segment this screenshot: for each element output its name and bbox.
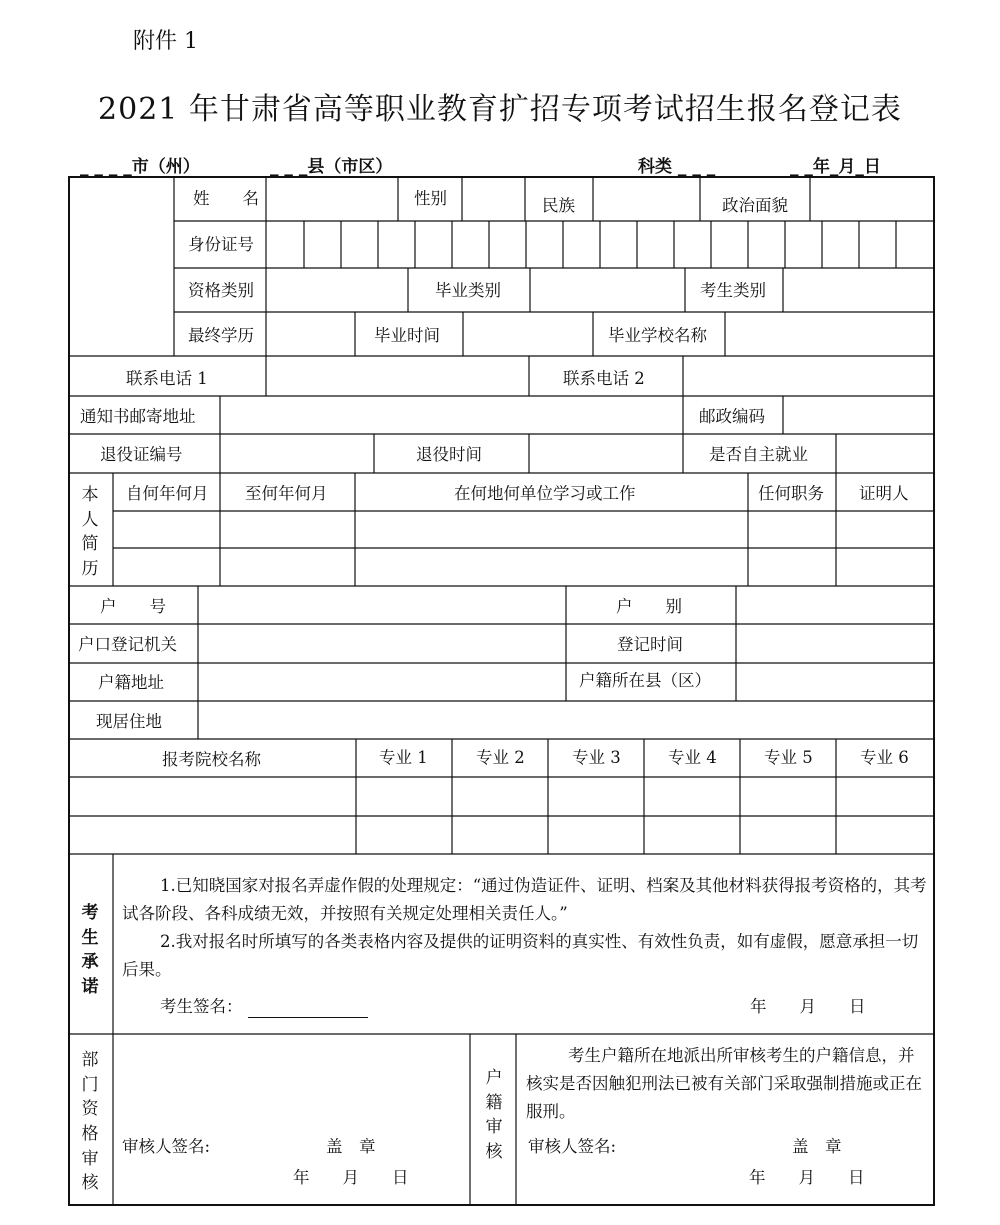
education-input[interactable] xyxy=(267,313,354,355)
resume-where-header: 在何地何单位学习或工作 xyxy=(454,484,636,503)
resume-row[interactable] xyxy=(114,549,935,585)
reg-time-input[interactable] xyxy=(737,625,933,662)
postcode-input[interactable] xyxy=(784,397,933,433)
date-field[interactable]: _ _年_月_日 xyxy=(790,157,881,177)
pledge-text-2: 2.我对报名时所填写的各类表格内容及提供的证明资料的真实性、有效性负责，如有虚假，愿意承担一切后果。 xyxy=(122,932,919,979)
hukou-address-label: 户籍地址 xyxy=(98,673,164,692)
hukou-reviewer-label: 审核人签名: xyxy=(528,1137,617,1156)
registration-form xyxy=(68,176,935,1206)
photo-area[interactable] xyxy=(70,178,173,355)
resume-side-label: 本人简历 xyxy=(81,485,99,579)
major-5-header: 专业 5 xyxy=(764,748,813,767)
phone2-label: 联系电话 2 xyxy=(563,369,645,388)
grad-school-input[interactable] xyxy=(726,313,933,355)
annex-label: 附件 1 xyxy=(133,29,198,54)
qualification-input[interactable] xyxy=(267,269,407,311)
reg-time-label: 登记时间 xyxy=(617,635,683,654)
grad-school-label: 毕业学校名称 xyxy=(608,326,707,345)
hukou-office-label: 户口登记机关 xyxy=(78,635,177,654)
hukou-county-label: 户籍所在县（区） xyxy=(579,671,711,690)
major-choice-row[interactable] xyxy=(70,817,933,853)
signature-line[interactable] xyxy=(248,1016,368,1018)
hukou-review-side-label: 户籍审核 xyxy=(485,1068,503,1162)
gender-input[interactable] xyxy=(463,177,524,220)
name-input[interactable] xyxy=(267,177,397,220)
hukou-no-input[interactable] xyxy=(199,587,565,623)
id-number-input[interactable] xyxy=(267,222,933,267)
pledge-date: 年 月 日 xyxy=(750,997,866,1016)
hukou-no-label: 户 号 xyxy=(100,597,166,616)
phone1-input[interactable] xyxy=(267,357,528,395)
dept-date: 年 月 日 xyxy=(293,1168,409,1187)
county-field[interactable]: _ _ _县（市区） xyxy=(270,157,393,177)
ethnicity-input[interactable] xyxy=(594,177,699,220)
major-choice-row[interactable] xyxy=(70,778,933,815)
residence-label: 现居住地 xyxy=(96,712,162,731)
ethnicity-label: 民族 xyxy=(542,196,575,215)
id-number-label: 身份证号 xyxy=(188,235,254,254)
major-1-header: 专业 1 xyxy=(379,748,428,767)
hukou-type-input[interactable] xyxy=(737,587,933,623)
postcode-label: 邮政编码 xyxy=(699,407,765,426)
hukou-address-input[interactable] xyxy=(199,664,565,700)
mail-address-input[interactable] xyxy=(221,397,682,433)
resume-row[interactable] xyxy=(114,512,935,547)
grad-time-input[interactable] xyxy=(464,313,592,355)
veteran-no-input[interactable] xyxy=(221,435,373,472)
major-4-header: 专业 4 xyxy=(668,748,717,767)
political-label: 政治面貌 xyxy=(722,196,788,215)
major-2-header: 专业 2 xyxy=(476,748,525,767)
veteran-time-label: 退役时间 xyxy=(416,445,482,464)
hukou-county-input[interactable] xyxy=(737,664,933,700)
major-6-header: 专业 6 xyxy=(860,748,909,767)
hukou-seal: 盖 章 xyxy=(792,1137,842,1156)
veteran-no-label: 退役证编号 xyxy=(100,445,183,464)
resume-from-header: 自何年何月 xyxy=(126,484,209,503)
hukou-type-label: 户 别 xyxy=(616,597,682,616)
grad-type-input[interactable] xyxy=(531,269,684,311)
name-label: 姓 名 xyxy=(193,189,259,208)
hukou-review-text: 考生户籍所在地派出所审核考生的户籍信息，并核实是否因触犯刑法已被有关部门采取强制措施或正在服刑。 xyxy=(526,1046,922,1121)
hukou-date: 年 月 日 xyxy=(749,1168,865,1187)
self-employed-label: 是否自主就业 xyxy=(709,445,808,464)
hukou-office-input[interactable] xyxy=(199,625,565,662)
resume-to-header: 至何年何月 xyxy=(245,484,328,503)
candidate-type-label: 考生类别 xyxy=(700,281,766,300)
candidate-type-input[interactable] xyxy=(784,269,933,311)
dept-seal: 盖 章 xyxy=(326,1137,376,1156)
phone1-label: 联系电话 1 xyxy=(126,369,208,388)
mail-address-label: 通知书邮寄地址 xyxy=(80,407,196,426)
signature-label: 考生签名： xyxy=(160,997,243,1016)
resume-witness-header: 证明人 xyxy=(859,484,909,503)
dept-review-area[interactable] xyxy=(114,1035,469,1204)
residence-input[interactable] xyxy=(199,702,933,738)
major-3-header: 专业 3 xyxy=(572,748,621,767)
subject-field[interactable]: 科类 _ _ _ xyxy=(638,157,716,177)
dept-side-label: 部门资格审核 xyxy=(81,1050,99,1194)
qualification-label: 资格类别 xyxy=(188,281,254,300)
pledge-side-label: 考生承诺 xyxy=(81,903,99,997)
school-name-header: 报考院校名称 xyxy=(162,750,261,769)
grad-time-label: 毕业时间 xyxy=(374,326,440,345)
grad-type-label: 毕业类别 xyxy=(435,281,501,300)
dept-reviewer-label: 审核人签名: xyxy=(122,1137,211,1156)
city-field[interactable]: _ _ _ _市（州） xyxy=(80,157,200,177)
self-employed-input[interactable] xyxy=(837,435,933,472)
education-label: 最终学历 xyxy=(188,326,254,345)
gender-label: 性别 xyxy=(414,189,447,208)
veteran-time-input[interactable] xyxy=(530,435,682,472)
resume-post-header: 任何职务 xyxy=(758,484,824,503)
hukou-review-area[interactable] xyxy=(517,1035,933,1204)
form-title: 2021 年甘肃省高等职业教育扩招专项考试招生报名登记表 xyxy=(98,92,902,127)
phone2-input[interactable] xyxy=(684,357,933,395)
political-input[interactable] xyxy=(811,177,933,220)
pledge-text-1: 1.已知晓国家对报名弄虚作假的处理规定：“通过伪造证件、证明、档案及其他材料获得报考资格的，其考试各阶段、各科成绩无效，并按照有关规定处理相关责任人。” xyxy=(122,876,927,923)
